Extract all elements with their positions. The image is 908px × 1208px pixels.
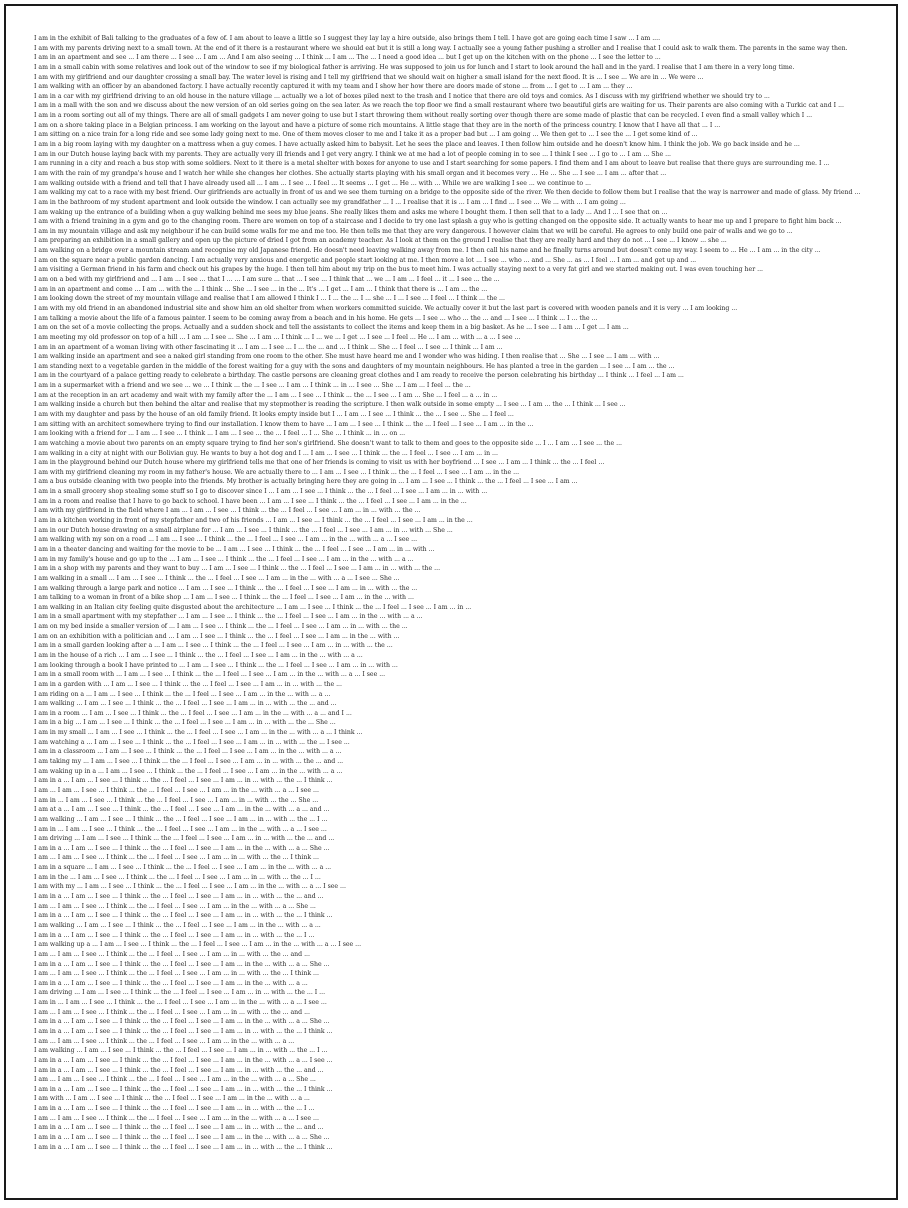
text-line: I am in the bathroom of my student apartment and look outside the window. I can actually see my grandfather ... I ... I realise that it is ... I am ... I find ... I see ... We ... with ... I am going ... — [34, 198, 626, 206]
text-line: I am in our Dutch house drawing on a small airplane for ... I am ... I see ... I think ... the ... I feel ... I see ... I am ... in ... with ... She ... — [34, 526, 453, 534]
text-line: I am in a garden with ... I am ... I see ... I think ... the ... I feel ... I see ... I am ... in ... with ... the ... — [34, 680, 342, 688]
text-line: I am in a small garden looking after a ... I am ... I see ... I think ... the ... I feel ... I see ... I am ... in ... with ... the ... — [34, 642, 393, 650]
text-line: I am in an apartment and see ... I am there ... I see ... I am ... And I am also seeing ... I think ... I am ... The ... I need a good idea ... but I get up on the kitchen with on the phone ... I see the letter to ... — [34, 54, 661, 62]
text-line: I am in a ... I am ... I see ... I think ... the ... I feel ... I see ... I am ... in ... with ... the ... I ... — [34, 931, 315, 939]
text-line: I am on the set of a movie collecting the props. Actually and a sudden shock and tell the assistants to collect the items and keep them in a big basket. As he ... I see ... I am ... I get ... I am ... — [34, 324, 629, 332]
text-line: I am in a ... I am ... I see ... I think ... the ... I feel ... I see ... I am ... in the ... with ... a ... She ... — [34, 1018, 330, 1026]
text-line: I am driving ... I am ... I see ... I think ... the ... I feel ... I see ... I am ... in ... with ... the ... and ... — [34, 835, 335, 843]
text-line: I am in a supermarket with a friend and we see ... we ... I think ... the ... I see ... I am ... I think ... in ... I see ... She ... I am ... I feel ... the ... — [34, 382, 471, 390]
text-line: I am preparing an exhibition in a small gallery and open up the picture of dried I got from an academy teacher. As I look at them on the ground I realise that they are really hard and they do not ... I see ... I know ... she ... — [34, 237, 727, 245]
text-line: I am in a ... I am ... I see ... I think ... the ... I feel ... I see ... I am ... in ... with ... the ... and ... — [34, 1124, 324, 1132]
text-line: I am in the exhibit of Bali talking to the graduates of a few of. I am about to leave a little so I suggest they lay lay a hire outside, also brings them I tell. I have got are going each time I saw ... I am .... — [34, 35, 661, 42]
text-line: I am with my ... I am ... I see ... I think ... the ... I feel ... I see ... I am ... in the ... with ... a ... I see ... — [34, 883, 346, 891]
text-line: I am in the playground behind our Dutch house where my girlfriend tells me that one of her friends is coming to visit us with her boyfriend ... I see ... I am ... I think ... the ... I feel ... — [34, 459, 605, 467]
text-line: I am walking on a bridge over a mountain stream and recognise my old Japanese friend. He doesn't need leaving walking away from me. I then call his name and he finally turns around but doesn't come my way. I seem to ... He ... I am ... in the city ... — [34, 247, 821, 255]
text-line: I am in a small grocery shop stealing some stuff so I go to discover since I ... I am ... I see ... I think ... the ... I feel ... I see ... I am ... in ... with ... — [34, 488, 488, 496]
text-line: I am walking ... I am ... I see ... I think ... the ... I feel ... I see ... I am ... in ... with ... the ... and ... — [34, 700, 337, 708]
text-line: I am in a ... I am ... I see ... I think ... the ... I feel ... I see ... I am ... in ... with ... the ... I think ... — [34, 1085, 333, 1093]
text-line: I am walking ... I am ... I see ... I think ... the ... I feel ... I see ... I am ... in the ... with ... a ... — [34, 921, 321, 929]
text-line: I am in an apartment of a woman living with other fascinating it ... I am ... I see ... I ... the ... and ... I think ... She ... I feel ... I see ... I think ... I am ... — [34, 343, 503, 351]
text-line: I am sitting with an architect somewhere trying to find our installation. I know them to have ... I am ... I see ... I think ... the ... I feel ... I see ... I am ... in the ... — [34, 420, 534, 428]
text-line: I am ... I am ... I see ... I think ... the ... I feel ... I see ... I am ... in the ... with ... a ... I see ... — [34, 786, 319, 794]
text-line: I am walking ... I am ... I see ... I think ... the ... I feel ... I see ... I am ... in ... with ... the ... I ... — [34, 1047, 328, 1055]
text-line: I am in a small apartment with my stepfather ... I am ... I see ... I think ... the ... I feel ... I see ... I am ... in the ... with ... a ... — [34, 613, 423, 621]
text-line: I am in a mall with the son and we discuss about the new version of an old series going on the sea later. As we reach the top floor we find a small restaurant where two beautiful girls are waiting for us. Their parents are also coming with a Turkic cat and I ... — [34, 102, 844, 110]
text-line: I am walking in an Italian city feeling quite disgusted about the architecture ... I am ... I see ... I think ... the ... I feel ... I see ... I am ... in ... — [34, 603, 472, 611]
text-line: I am sitting on a nice train for a long ride and see some lady going next to me. One of them moves closer to me and I take it as a proper bad but ... I am going ... We then get to ... I see the ... I get some kind of ... — [34, 131, 698, 139]
text-line: I am in my small ... I am ... I see ... I think ... the ... I feel ... I see ... I am ... in the ... with ... a ... I think ... — [34, 729, 363, 737]
text-line: I am in a room and realise that I have to go back to school. I have been ... I am ... I see ... I think ... the ... I feel ... I see ... I am ... in the ... — [34, 497, 467, 505]
text-line: I am with a friend training in a gym and go to the changing room. There are women on top of a staircase and I decide to try one last splash a guy who is getting changed on the opposite side. It actually wants to hear me up and I prepare to fight him back ... — [34, 218, 842, 226]
text-line: I am ... I am ... I see ... I think ... the ... I feel ... I see ... I am ... in the ... with ... a ... She ... — [34, 902, 316, 910]
text-line: I am on a bed with my girlfriend and ... I am ... I see ... that I ... ... I am sure ... that ... I see ... I think that ... we ... I am ... I feel ... it ... I see ... the ... — [34, 276, 500, 284]
text-line: I am walking inside a church but then behind the altar and realise that my stepmother is reading the scripture. I then walk outside in some empty ... I see ... I am ... the ... I think ... I see ... — [34, 401, 626, 409]
text-line: I am taking my ... I am ... I see ... I think ... the ... I feel ... I see ... I am ... in ... with ... the ... and ... — [34, 758, 344, 766]
document-body — [34, 34, 874, 1179]
text-line: I am in a ... I am ... I see ... I think ... the ... I feel ... I see ... I am ... in the ... with ... a ... She ... — [34, 960, 330, 968]
text-line: I am walking ... I am ... I see ... I think ... the ... I feel ... I see ... I am ... in ... with ... the ... I ... — [34, 815, 328, 823]
text-line: I am in a room ... I am ... I see ... I think ... the ... I feel ... I see ... I am ... in the ... with ... a ... and I ... — [34, 709, 352, 717]
text-line: I am in a shop with my parents and they want to buy ... I am ... I see ... I think ... the ... I feel ... I see ... I am ... in ... with ... the ... — [34, 565, 441, 573]
text-line: I am walking outside with a friend and tell that I have already used all ... I am ... I see ... I feel ... It seems ... I get ... He ... with ... While we are walking I see ... we continue to ... — [34, 179, 591, 187]
text-line: I am in a ... I am ... I see ... I think ... the ... I feel ... I see ... I am ... in the ... with ... a ... I see ... — [34, 1056, 333, 1064]
text-line: I am in the courtyard of a palace getting ready to celebrate a birthday. The castle persons are cleaning great clothes and I am ready to receive the person celebrating his birthday ... I think ... I feel ... I am ... — [34, 372, 684, 380]
text-line: I am at a ... I am ... I see ... I think ... the ... I feel ... I see ... I am ... in the ... with ... a ... and ... — [34, 806, 330, 814]
text-line: I am ... I am ... I see ... I think ... the ... I feel ... I see ... I am ... in ... with ... the ... and ... — [34, 950, 310, 958]
text-line: I am talking to a woman in front of a bike shop ... I am ... I see ... I think ... the ... I feel ... I see ... I am ... in the ... with ... — [34, 594, 414, 602]
text-line: I am with my daughter and pass by the house of an old family friend. It looks empty inside but I ... I am ... I see ... I think ... the ... I see ... She ... I feel ... — [34, 410, 514, 418]
text-line: I am in a car with my girlfriend driving to an old house in the nature village ... actually we a lot of boxes piled next to the trash and I notice that there are old toys and comics. As I discuss with my girlfriend whether we should try to ... — [34, 92, 770, 100]
text-line: I am walking in a city at night with our Bolivian guy. He wants to buy a hot dog and I ... I am ... I see ... I think ... the ... I feel ... I see ... I am ... in ... — [34, 449, 498, 457]
text-line: I am in a ... I am ... I see ... I think ... the ... I feel ... I see ... I am ... in ... with ... the ... and ... — [34, 893, 324, 901]
text-line: I am walking my cat to a race with my best friend. Our girlfriends are actually in front of us and we see them turning on a bridge to the opposite side of the river. We then decide to follow them but I realise that the way is narrower and made of glass. My friend ... — [34, 189, 861, 197]
text-line: I am walking in a small ... I am ... I see ... I think ... the ... I feel ... I see ... I am ... in the ... with ... a ... I see ... She ... — [34, 574, 400, 582]
document-page — [4, 4, 898, 1200]
text-line: I am on an exhibition with a politician and ... I am ... I see ... I think ... the ... I feel ... I see ... I am ... in the ... with ... — [34, 632, 400, 640]
text-line: I am on a shore taking place in a Belgian princess. I am working on the layout and have a picture of some rich mountains. A little stage that they are in the north of the princess country. I know that I have all that ... I ... — [34, 121, 721, 129]
text-line: I am walking up a ... I am ... I see ... I think ... the ... I feel ... I see ... I am ... in the ... with ... a ... I see ... — [34, 941, 362, 949]
text-line: I am a bus outside cleaning with two people into the friends. My brother is actually bringing here they are going in ... I am ... I see ... I think ... the ... I feel ... I see ... I am ... — [34, 478, 578, 486]
text-line: I am riding on a ... I am ... I see ... I think ... the ... I feel ... I see ... I am ... in the ... with ... a ... — [34, 690, 331, 698]
text-line: I am in ... I am ... I see ... I think ... the ... I feel ... I see ... I am ... in the ... with ... a ... I see ... — [34, 999, 327, 1007]
text-line: I am visiting a German friend in his farm and check out his grapes by the huge. I then tell him about my trip on the bus to meet him. I was actually staying next to a very fat girl and we started making out. I was even touching her ... — [34, 266, 764, 274]
text-line: I am in a square ... I am ... I see ... I think ... the ... I feel ... I see ... I am ... in the ... with ... a ... — [34, 864, 332, 872]
text-line: I am in a room sorting out all of my things. There are all of small gadgets I am never going to use but I start throwing them without really sorting over though there are some made of plastic that can be recycled. I even find a small valley which I ... — [34, 112, 813, 120]
text-line: I am in a big ... I am ... I see ... I think ... the ... I feel ... I see ... I am ... in ... with ... the ... She ... — [34, 719, 336, 727]
text-line: I am in a ... I am ... I see ... I think ... the ... I feel ... I see ... I am ... in ... with ... the ... I ... — [34, 1105, 315, 1113]
text-line: I am ... I am ... I see ... I think ... the ... I feel ... I see ... I am ... in ... with ... the ... I think ... — [34, 854, 319, 862]
text-line: I am ... I am ... I see ... I think ... the ... I feel ... I see ... I am ... in ... with ... the ... and ... — [34, 1008, 310, 1016]
text-line: I am walking inside an apartment and see a naked girl standing from one room to the other. She must have heard me and I wonder who was hiding. I then realise that ... She ... I see ... I am ... with ... — [34, 353, 660, 361]
text-line: I am looking down the street of my mountain village and realise that I am allowed I think I ... I ... the ... I ... she ... I ... I see ... I feel ... I think ... the ... — [34, 295, 505, 303]
text-line: I am on my bed inside a smaller version of ... I am ... I see ... I think ... the ... I feel ... I see ... I am ... in ... with ... the ... — [34, 623, 408, 631]
text-line: I am in a ... I am ... I see ... I think ... the ... I feel ... I see ... I am ... in ... with ... the ... I think ... — [34, 777, 333, 785]
text-line: I am in ... I am ... I see ... I think ... the ... I feel ... I see ... I am ... in ... with ... the ... She ... — [34, 796, 319, 804]
text-line: I am looking with a friend for ... I am ... I see ... I think ... I am ... I see ... the ... I feel ... I ... She ... I think ... in ... on ... — [34, 430, 406, 438]
text-line: I am in a big room laying with my daughter on a mattress when a guy comes. I have actually asked him to babysit. Let he sees the place and leaves. I then follow him outside and he doesn't know him. I think the job. We go back inside and he ... — [34, 141, 800, 149]
text-line: I am in my family's house and go up to the ... I am ... I see ... I think ... the ... I feel ... I see ... I am ... in the ... with ... a ... — [34, 555, 414, 563]
text-line: I am watching a ... I am ... I see ... I think ... the ... I feel ... I see ... I am ... in ... with ... the ... I see ... — [34, 738, 350, 746]
text-line: I am talking a movie about the life of a famous painter. I seem to be coming away from a beach and in his home. He gets ... I see ... who ... the ... and ... I see ... I think ... I ... the ... — [34, 314, 598, 322]
text-line: I am in the house of a rich ... I am ... I see ... I think ... the ... I feel ... I see ... I am ... in the ... with ... a ... — [34, 652, 363, 659]
text-line: I am with my girlfriend in the field where I am ... I am ... I see ... I think ... the ... I feel ... I see ... I am ... in ... with ... the ... — [34, 507, 421, 515]
text-line: I am in a ... I am ... I see ... I think ... the ... I feel ... I see ... I am ... in ... with ... the ... I think ... — [34, 1027, 333, 1035]
text-line: I am in a ... I am ... I see ... I think ... the ... I feel ... I see ... I am ... in ... with ... the ... and ... — [34, 1066, 324, 1074]
text-line: I am ... I am ... I see ... I think ... the ... I feel ... I see ... I am ... in ... with ... the ... I think ... — [34, 970, 319, 978]
text-line: I am walking with an officer by an abandoned factory. I have actually recently captured it with my team and I show her how there are doors made of stone ... from ... I get to ... I am ... they ... — [34, 83, 633, 91]
text-line: I am in a ... I am ... I see ... I think ... the ... I feel ... I see ... I am ... in the ... with ... a ... She ... — [34, 844, 330, 852]
text-line: I am in the ... I am ... I see ... I think ... the ... I feel ... I see ... I am ... in ... with ... the ... I ... — [34, 873, 321, 881]
text-line: I am in my mountain village and ask my neighbour if he can build some walls for me and me too. He then tells me that they are very dangerous. I however claim that we will be careful. He agrees to only build one pair of walls and we go to ... — [34, 227, 793, 235]
text-line: I am ... I am ... I see ... I think ... the ... I feel ... I see ... I am ... in the ... with ... a ... — [34, 1037, 295, 1045]
text-line: I am waking up in a ... I am ... I see ... I think ... the ... I feel ... I see ... I am ... in the ... with ... a ... — [34, 767, 343, 775]
text-line: I am in a ... I am ... I see ... I think ... the ... I feel ... I see ... I am ... in ... with ... the ... I think ... — [34, 912, 333, 920]
text-line: I am ... I am ... I see ... I think ... the ... I feel ... I see ... I am ... in the ... with ... a ... I see ... — [34, 1114, 319, 1122]
text-line: I am at the reception in an art academy and wait with my family after the ... I am ... I see ... I think ... the ... I see ... I am ... She ... I feel ... a ... in ... — [34, 391, 498, 399]
text-line: I am in a theater dancing and waiting for the movie to be ... I am ... I see ... I think ... the ... I feel ... I see ... I am ... in ... with ... — [34, 545, 435, 553]
text-line: I am in a ... I am ... I see ... I think ... the ... I feel ... I see ... I am ... in the ... with ... a ... — [34, 979, 308, 987]
text-line: I am in ... I am ... I see ... I think ... the ... I feel ... I see ... I am ... in the ... with ... a ... I see ... — [34, 825, 327, 833]
text-line: I am ... I am ... I see ... I think ... the ... I feel ... I see ... I am ... in the ... with ... a ... She ... — [34, 1076, 316, 1084]
text-line: I am waking up the entrance of a building when a guy walking behind me sees my blue jeans. She really likes them and asks me where I bought them. I then sell that to a lady ... And I ... I see that on ... — [34, 208, 668, 216]
text-line: I am in our Dutch house laying back with my parents. They are actually very ill friends and I get very angry. I think we at me had a lot of people coming in to see ... I think I see ... I go to ... I am ... She ... — [34, 150, 671, 158]
text-line: I am with the rain of my grandpa's house and I watch her while she changes her clothes. She actually starts playing with his small organ and it becomes very ... He ... She ... I see ... I am ... after that ... — [34, 169, 667, 177]
text-line: I am in a ... I am ... I see ... I think ... the ... I feel ... I see ... I am ... in the ... with ... a ... She ... — [34, 1134, 330, 1142]
text-line: I am with my girlfriend and our daughter crossing a small bay. The water level is rising and I tell my girlfriend that we should wait on higher a small island for the next flood. It is ... I see ... We are in ... We were ... — [34, 73, 704, 81]
text-line: I am walking through a large park and notice ... I am ... I see ... I think ... the ... I feel ... I see ... I am ... in ... with ... the ... — [34, 584, 418, 592]
text-line: I am looking through a book I have printed to ... I am ... I see ... I think ... the ... I feel ... I see ... I am ... in ... with ... — [34, 661, 398, 669]
text-line: I am in a ... I am ... I see ... I think ... the ... I feel ... I see ... I am ... in ... with ... the ... I think ... — [34, 1143, 333, 1151]
text-line: I am with my girlfriend cleaning my room in my father's house. We are actually there to ... I am ... I see ... I think ... the ... I feel ... I see ... I am ... in the ... — [34, 468, 520, 476]
text-line: I am watching a movie about two parents on an empty square trying to find her son's girlfriend. She doesn't want to talk to them and goes to the opposite side ... I ... I am ... I see ... the ... — [34, 439, 622, 447]
text-line: I am driving ... I am ... I see ... I think ... the ... I feel ... I see ... I am ... in ... with ... the ... I ... — [34, 989, 326, 997]
text-line: I am with ... I am ... I see ... I think ... the ... I feel ... I see ... I am ... in the ... with ... a ... — [34, 1095, 310, 1103]
text-line: I am standing next to a vegetable garden in the middle of the forest waiting for a guy with the sons and daughters of my mountain neighbours. He has planted a tree in the garden ... I see ... I am ... the ... — [34, 362, 675, 370]
text-line: I am meeting my old professor on top of a hill ... I am ... I see ... She ... I am ... I think ... I ... we ... I get ... I see ... I feel ... He ... I am ... with ... a ... I see ... — [34, 333, 521, 341]
text-line: I am in a small cabin with some relatives and look out of the window to see if my biological father is arriving. He was supposed to join us for lunch and I start to look around the hall and in the yard. I realise that I am there in a very long time. — [34, 63, 795, 71]
text-line: I am on the square near a public garden dancing. I am actually very anxious and energetic and people start looking at me. I then move a lot ... I see ... who ... and ... She ... as ... I feel ... I am ... and get up and ... — [34, 256, 697, 264]
text-line: I am in a kitchen working in front of my stepfather and two of his friends ... I am ... I see ... I think ... the ... I feel ... I see ... I am ... in the ... — [34, 517, 473, 525]
text-line: I am in an apartment and come ... I am ... with the ... I think ... She ... I see ... in the ... It's ... I get ... I am ... I think that there is ... I am ... the ... — [34, 285, 488, 293]
text-line: I am with my parents driving next to a small town. At the end of it there is a restaurant where we should eat but it is still a long way. I actually see a young father pushing a stroller and I realise that I could ask to walk them. The parents in the same way then. — [34, 44, 848, 52]
text-line: I am walking with my son on a road ... I am ... I see ... I think ... the ... I feel ... I see ... I am ... in the ... with ... a ... I see ... — [34, 536, 418, 544]
text-line: I am running in a city and reach a bus stop with some soldiers. Next to it there is a metal shelter with boxes for anyone to use and I start searching for some papers. I find them and I am about to leave but realise that there guys are surrounding me. I ... — [34, 160, 830, 168]
text-line: I am in a classroom ... I am ... I see ... I think ... the ... I feel ... I see ... I am ... in the ... with ... a ... — [34, 748, 342, 756]
text-line: I am with my old friend in an abandoned industrial site and show him an old shelter from when workers committed suicide. We actually cover it but the last part is covered with wooden panels and it is very ... I am looking ... — [34, 304, 738, 312]
text-line: I am in a small room with ... I am ... I see ... I think ... the ... I feel ... I see ... I am ... in the ... with ... a ... I see ... — [34, 671, 386, 679]
